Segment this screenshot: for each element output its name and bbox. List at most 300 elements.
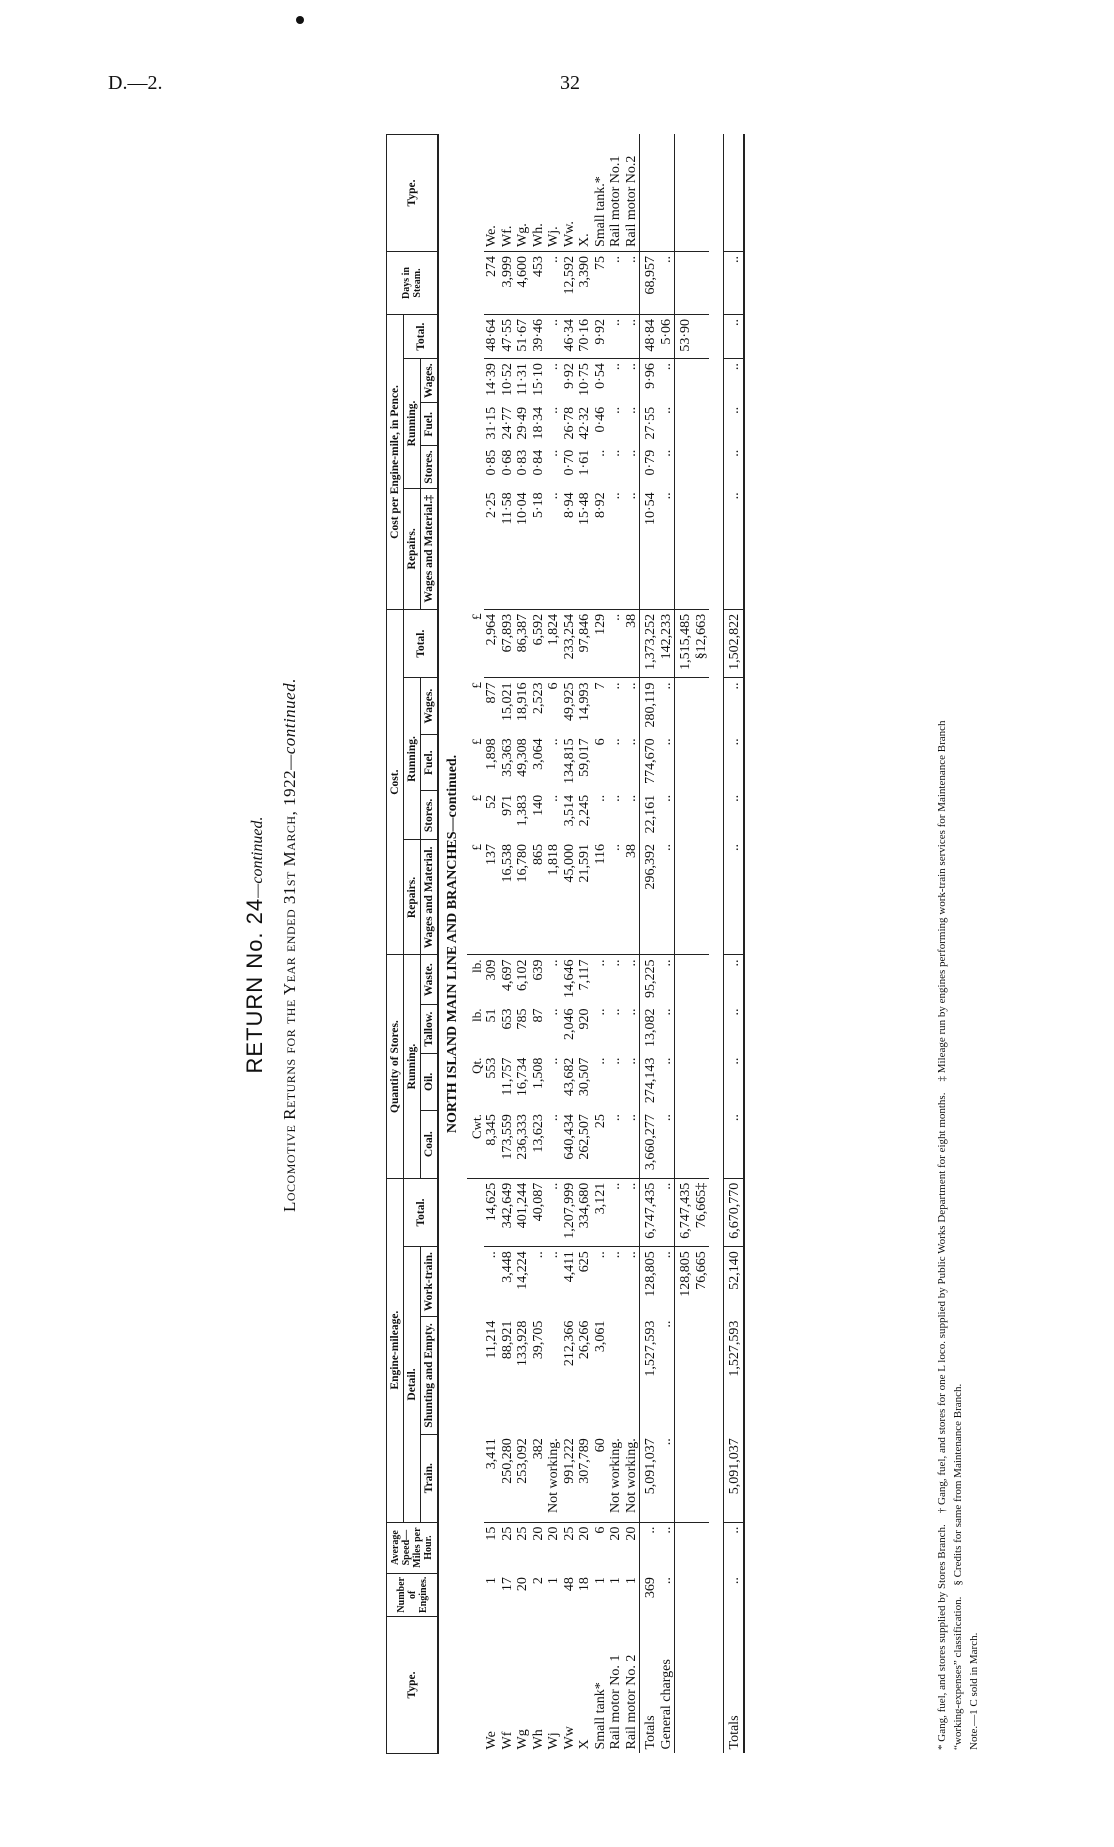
cell-p-stores: ..	[608, 449, 623, 457]
cell-stores	[675, 791, 694, 840]
cell-number: 1	[484, 1577, 499, 1585]
header-average-speed: Average Speed—Miles per Hour.	[387, 1522, 439, 1573]
cell-days: 75	[593, 252, 609, 315]
return-title-text: RETURN No. 24	[242, 897, 267, 1074]
unit-oil: Qt.	[468, 1057, 484, 1074]
cell-p-wages: ..	[608, 363, 623, 371]
cell-tallow: 13,082	[640, 1005, 659, 1054]
cell-days: 453	[531, 252, 547, 315]
cell-coal	[675, 1110, 694, 1178]
cell-shunting	[546, 1317, 562, 1435]
spacer-row	[709, 135, 724, 1754]
table-row	[484, 135, 500, 1754]
cell-shunting: 1,527,593	[640, 1317, 659, 1435]
header-engine-mileage: Engine-mileage.	[387, 1178, 404, 1522]
cell-fuel	[694, 734, 710, 790]
cell-wages: 49,925	[561, 682, 577, 721]
cell-train: Not working.	[624, 1434, 640, 1522]
cell-coal: 25	[593, 1110, 609, 1178]
cell-coal: ..	[608, 1110, 624, 1178]
cell-ctotal: 233,254	[562, 609, 578, 678]
cell-rep: 16,780	[515, 840, 531, 955]
unit-pound-stores: £	[468, 794, 484, 802]
cell-stores: 22,161	[640, 791, 659, 840]
cell-stores: 3,514	[561, 794, 577, 827]
cell-p-rep: ..	[724, 488, 744, 609]
grand-totals-row	[724, 135, 744, 1754]
cell-total: 14,625	[484, 1178, 500, 1247]
cell-oil: 274,143	[640, 1054, 659, 1110]
cell-ctotal: 86,387	[515, 609, 531, 678]
cell-wages: 280,119	[640, 678, 659, 734]
cell-p-rep: 8·92	[593, 488, 609, 609]
cell-tallow: ..	[546, 1008, 561, 1016]
cell-rep: 865	[531, 840, 547, 955]
cell-p-wages: 9·96	[640, 359, 659, 403]
cell-oil	[675, 1054, 694, 1110]
header-number-engines: Number of Engines.	[387, 1573, 439, 1616]
cell-p-rep: 8·94	[562, 488, 578, 609]
cell-number: 17	[499, 1577, 515, 1592]
cell-p-rep: ..	[546, 488, 562, 609]
cell-work: ..	[623, 1251, 639, 1259]
cell-rep: 116	[593, 840, 609, 955]
cell-p-total: 9·92	[593, 315, 609, 359]
cell-shunting: 3,061	[592, 1320, 608, 1353]
cell-p-wages: 14·39	[484, 363, 499, 396]
cell-p-fuel	[694, 403, 710, 446]
cell-rep: ..	[724, 840, 744, 955]
cell-work: 4,411	[561, 1251, 577, 1283]
cell-p-rep: 2·25	[484, 488, 500, 609]
cell-work: ..	[484, 1251, 499, 1259]
cell-total: ..	[546, 1178, 562, 1247]
unit-pound-rep: £	[467, 840, 485, 955]
header-stores-running: Running.	[404, 955, 421, 1178]
cell-type-r: Small tank.*	[593, 135, 609, 252]
header-cost-stores: Stores.	[421, 791, 439, 840]
header-cost: Cost.	[387, 609, 404, 955]
cell-shunting	[675, 1317, 694, 1435]
cell-days	[675, 252, 694, 315]
cell-wages: 7	[592, 682, 608, 690]
cell-ctotal: 6,592	[531, 609, 547, 678]
header-pence-wages-material: Wages and Material.‡	[421, 488, 439, 609]
cell-tallow: ..	[658, 1008, 674, 1016]
cell-oil: ..	[724, 1054, 744, 1110]
cell-fuel: ..	[724, 734, 744, 790]
cell-p-wages: 10·75	[577, 363, 592, 396]
cell-waste: ..	[592, 959, 608, 967]
header-mileage-total: Total.	[404, 1178, 439, 1247]
table-row	[515, 135, 531, 1754]
cell-work: 52,140	[724, 1247, 744, 1317]
cell-days: 68,957	[640, 252, 659, 315]
cell-wages: ..	[623, 682, 639, 690]
header-waste: Waste.	[421, 955, 439, 1005]
cell-p-fuel: ..	[658, 406, 674, 414]
cell-waste	[694, 955, 710, 1005]
locomotive-returns-table	[386, 134, 745, 1754]
cell-type: X	[577, 1739, 592, 1750]
unit-waste: lb.	[468, 959, 484, 973]
cell-p-total: 51·67	[515, 315, 531, 359]
cell-work: ..	[658, 1251, 674, 1259]
page-number: 32	[560, 72, 580, 94]
cell-tallow: ..	[623, 1008, 639, 1016]
cell-work: 128,805	[675, 1247, 694, 1317]
header-pence-total: Total.	[404, 315, 439, 359]
cell-train	[675, 1434, 694, 1522]
cell-wages: 877	[484, 682, 499, 704]
cell-number: 48	[561, 1577, 577, 1592]
cell-p-fuel: 31·15	[484, 406, 499, 440]
cell-coal: 13,623	[531, 1110, 547, 1178]
return-subtitle	[280, 120, 300, 1770]
cell-stores: 2,245	[577, 794, 592, 827]
cell-total: 334,680	[577, 1178, 593, 1247]
cell-shunting: 88,921	[499, 1320, 515, 1360]
cell-p-rep: ..	[624, 488, 640, 609]
cell-fuel	[675, 734, 694, 790]
cell-work: ..	[546, 1251, 561, 1259]
cell-waste: 6,102	[515, 959, 530, 991]
cell-p-fuel: ..	[546, 406, 561, 414]
cell-p-rep: 11·58	[500, 488, 516, 609]
cell-type: Totals	[640, 1617, 659, 1754]
cell-wages: ..	[608, 682, 623, 690]
cell-type: Rail motor No. 2	[623, 1654, 639, 1750]
table-row	[624, 135, 640, 1754]
cell-p-stores: ..	[724, 446, 744, 489]
header-train: Train.	[421, 1434, 439, 1522]
footnote-line-1	[936, 720, 948, 1750]
cell-type: Small tank*	[592, 1682, 608, 1750]
cell-p-rep: 10·04	[515, 488, 531, 609]
cell-train: Not working.	[608, 1434, 624, 1522]
cell-stores: ..	[623, 794, 639, 802]
header-days-in-steam: Days in Steam.	[387, 252, 439, 315]
cell-tallow: 920	[577, 1008, 592, 1030]
cell-number: 20	[515, 1577, 530, 1592]
cell-number: 1	[608, 1577, 623, 1585]
cell-ctotal: 67,893	[500, 609, 516, 678]
cell-p-stores: 0·84	[530, 449, 546, 476]
cell-speed	[694, 1522, 710, 1573]
cell-train: 382	[531, 1434, 547, 1522]
cell-tallow: ..	[724, 1005, 744, 1054]
cell-oil: 30,507	[577, 1057, 592, 1097]
cell-shunting: 1,527,593	[724, 1317, 744, 1435]
cell-p-fuel: ..	[608, 406, 623, 414]
cell-waste: 95,225	[640, 955, 659, 1005]
cell-p-fuel: 24·77	[499, 406, 515, 440]
cell-speed: ..	[640, 1522, 659, 1573]
cell-p-total: 47·55	[500, 315, 516, 359]
cell-train: 5,091,037	[724, 1434, 744, 1522]
cell-p-stores: 0·70	[561, 449, 577, 476]
header-cost-repairs: Repairs.	[404, 840, 421, 955]
cell-stores: 1,383	[515, 794, 530, 827]
unit-tallow: lb.	[468, 1008, 484, 1022]
footnote-line-3	[968, 1633, 980, 1750]
cell-waste: 639	[530, 959, 546, 981]
cell-wages: 14,993	[577, 682, 592, 721]
cell-total: 3,121	[593, 1178, 609, 1247]
cell-type-r	[724, 135, 744, 252]
cell-oil: 1,508	[530, 1057, 546, 1090]
cell-total: 1,207,999	[562, 1178, 578, 1247]
cell-coal: ..	[659, 1110, 675, 1178]
cell-coal: ..	[724, 1110, 744, 1178]
cell-oil: 553	[484, 1057, 499, 1079]
cell-p-total: 48·84	[640, 315, 659, 359]
cell-fuel: 35,363	[499, 738, 515, 777]
cell-p-total: ..	[624, 315, 640, 359]
cell-p-rep: 15·48	[577, 488, 593, 609]
cell-stores: ..	[546, 794, 561, 802]
cell-number	[694, 1573, 710, 1616]
cell-ctotal: 38	[624, 609, 640, 678]
cell-days: 3,999	[500, 252, 516, 315]
cell-rep: 1,818	[546, 840, 562, 955]
cell-oil	[694, 1054, 710, 1110]
cell-days: ..	[659, 252, 675, 315]
cell-p-stores: ..	[658, 449, 674, 457]
rotated-table-area	[236, 120, 996, 1770]
cell-total: 342,649	[500, 1178, 516, 1247]
cell-p-rep: ..	[659, 488, 675, 609]
cell-stores: 140	[530, 794, 546, 816]
cell-work: ..	[592, 1251, 608, 1259]
cell-work: ..	[530, 1251, 546, 1259]
header-pence-stores: Stores.	[421, 446, 439, 489]
cell-coal: ..	[546, 1110, 562, 1178]
cell-coal: 3,660,277	[640, 1110, 659, 1178]
cell-fuel: 3,064	[530, 738, 546, 770]
cell-waste: 4,697	[499, 959, 515, 991]
unit-row	[467, 135, 485, 1754]
cell-ctotal: §12,663	[694, 609, 710, 678]
cell-wages: ..	[658, 682, 674, 690]
cell-p-total: 5·06	[659, 315, 675, 359]
spacer-cell	[709, 135, 724, 1754]
cell-p-stores	[675, 446, 694, 489]
cell-stores	[694, 791, 710, 840]
cell-ctotal: 1,824	[546, 609, 562, 678]
header-work-train: Work-train.	[421, 1247, 439, 1317]
unit-pound-fuel: £	[468, 738, 484, 745]
cell-number: 369	[640, 1573, 659, 1616]
cell-type-r	[675, 135, 694, 252]
cell-ctotal: 1,502,822	[724, 609, 744, 678]
cell-ctotal: 97,846	[577, 609, 593, 678]
ink-dot	[296, 16, 304, 24]
unit-blank	[467, 1178, 485, 1753]
table-row	[577, 135, 593, 1754]
cell-wages: 2,523	[530, 682, 546, 714]
cell-fuel: 6	[592, 738, 608, 746]
cell-total: 76,665‡	[694, 1178, 710, 1247]
cell-p-rep: 5·18	[531, 488, 547, 609]
cell-stores: 971	[499, 794, 515, 816]
table-row	[608, 135, 624, 1754]
cell-days	[694, 252, 710, 315]
cell-fuel: 59,017	[577, 738, 592, 777]
cell-p-fuel: ..	[623, 406, 639, 414]
cell-type: Wg	[515, 1729, 530, 1750]
cell-ctotal: 1,373,252	[640, 609, 659, 678]
header-coal: Coal.	[421, 1110, 439, 1178]
cell-rep: ..	[659, 840, 675, 955]
cell-days: ..	[624, 252, 640, 315]
cell-tallow	[675, 1005, 694, 1054]
cell-tallow: 87	[530, 1008, 546, 1023]
cell-oil: ..	[608, 1057, 623, 1065]
cell-speed: 20	[530, 1526, 546, 1541]
cell-speed: 25	[561, 1526, 577, 1541]
cell-type-r: Wh.	[531, 135, 547, 252]
cell-p-stores: ..	[592, 449, 608, 457]
cell-p-fuel: 27·55	[640, 403, 659, 446]
cell-train: 60	[593, 1434, 609, 1522]
cell-wages	[675, 678, 694, 734]
cell-wages: 15,021	[499, 682, 515, 721]
cell-p-total	[694, 315, 710, 359]
cell-total: 6,747,435	[640, 1178, 659, 1247]
header-type-right: Type.	[387, 135, 439, 252]
cell-type: Wj	[546, 1732, 561, 1750]
header-tallow: Tallow.	[421, 1005, 439, 1054]
cell-p-fuel	[675, 403, 694, 446]
cell-p-stores: 1·61	[577, 449, 592, 476]
cell-train: 5,091,037	[640, 1434, 659, 1522]
header-cost-fuel: Fuel.	[421, 734, 439, 790]
cell-number: 1	[592, 1577, 608, 1585]
return-title-continued: —continued.	[249, 816, 266, 898]
cell-p-total: ..	[608, 315, 624, 359]
cell-speed: 25	[515, 1526, 530, 1541]
cell-total: 6,747,435	[675, 1178, 694, 1247]
header-type: Type.	[387, 1617, 439, 1754]
cell-speed: ..	[658, 1526, 674, 1534]
cell-p-wages: 0·54	[592, 363, 608, 389]
cell-p-rep	[675, 488, 694, 609]
cell-train: Not working.	[546, 1434, 562, 1522]
cell-total: ..	[624, 1178, 640, 1247]
cell-tallow: 2,046	[561, 1008, 577, 1041]
unit-coal: Cwt.	[467, 1110, 485, 1178]
cell-work: 3,448	[499, 1251, 515, 1283]
cell-fuel: 774,670	[640, 734, 659, 790]
cell-waste: ..	[724, 955, 744, 1005]
cell-ctotal: ..	[608, 609, 624, 678]
cell-p-wages: ..	[546, 363, 561, 371]
cell-work: 128,805	[640, 1247, 659, 1317]
cell-tallow: ..	[608, 1008, 623, 1016]
cell-p-rep: ..	[608, 488, 624, 609]
cell-fuel: ..	[546, 738, 561, 746]
general-charges-row	[659, 135, 675, 1754]
cell-stores: ..	[608, 794, 623, 802]
cell-tallow: ..	[592, 1008, 608, 1016]
cell-ctotal: 1,515,485	[675, 609, 694, 678]
cell-p-fuel: 42·32	[577, 406, 592, 440]
cell-type: Wf	[499, 1731, 515, 1750]
cell-number: 18	[577, 1577, 592, 1592]
cell-fuel: ..	[608, 738, 623, 746]
cell-days: 4,600	[515, 252, 531, 315]
cell-days: ..	[546, 252, 562, 315]
cell-total: 6,670,770	[724, 1178, 744, 1247]
cell-waste: ..	[658, 959, 674, 967]
cell-train: 253,092	[515, 1434, 531, 1522]
cell-shunting: 133,928	[515, 1320, 530, 1367]
cell-type: Totals	[724, 1617, 744, 1754]
cell-work: 76,665	[693, 1251, 709, 1290]
cell-p-stores: ..	[623, 449, 639, 457]
cell-fuel: 1,898	[484, 738, 499, 770]
cell-p-wages: ..	[724, 359, 744, 403]
section-title: NORTH ISLAND MAIN LINE AND BRANCHES—continued.	[438, 135, 467, 1754]
cell-oil: 43,682	[561, 1057, 577, 1097]
header-detail: Detail.	[404, 1247, 421, 1522]
cell-speed: 20	[608, 1526, 623, 1541]
cell-speed: ..	[724, 1522, 744, 1573]
cell-p-stores: ..	[546, 449, 561, 457]
cell-type	[675, 1617, 694, 1754]
cell-p-wages: 10·52	[499, 363, 515, 396]
footnote-line-2	[952, 1384, 964, 1750]
cell-speed: 20	[546, 1526, 561, 1541]
cell-wages: ..	[724, 678, 744, 734]
cell-stores: ..	[658, 794, 674, 802]
cell-fuel: 49,308	[515, 738, 530, 777]
cell-p-total: 70·16	[577, 315, 593, 359]
cell-days: 12,592	[562, 252, 578, 315]
cell-fuel: ..	[658, 738, 674, 746]
header-cost-wages-material: Wages and Material.	[421, 840, 439, 955]
cell-waste: 14,646	[561, 959, 577, 998]
cell-stores: 52	[484, 794, 499, 809]
cell-waste: ..	[546, 959, 561, 967]
cell-ctotal: 129	[593, 609, 609, 678]
cell-type-r	[694, 135, 710, 252]
cell-train: 991,222	[562, 1434, 578, 1522]
cell-type: Wh	[530, 1729, 546, 1750]
footnote-6: Note.—1 C sold in March.	[968, 1632, 980, 1750]
header-cost-wages: Wages.	[421, 678, 439, 734]
header-cost-running: Running.	[404, 678, 421, 840]
cell-type-r: Rail motor No.2	[624, 135, 640, 252]
subtotal-row	[675, 135, 694, 1754]
cell-speed: 20	[623, 1526, 639, 1541]
cell-wages	[694, 678, 710, 734]
cell-coal: 173,559	[500, 1110, 516, 1178]
cell-number: ..	[658, 1577, 674, 1585]
cell-coal: 262,507	[577, 1110, 593, 1178]
cell-work: 625	[577, 1251, 592, 1273]
cell-p-fuel: 0·46	[592, 406, 608, 433]
cell-days: ..	[724, 252, 744, 315]
header-pence-repairs: Repairs.	[404, 488, 421, 609]
cell-tallow	[694, 1005, 710, 1054]
cell-p-stores: 0·83	[515, 449, 530, 476]
cell-type-r: Wj.	[546, 135, 562, 252]
cell-type-r: Ww.	[562, 135, 578, 252]
cell-train: ..	[659, 1434, 675, 1522]
cell-p-wages	[675, 359, 694, 403]
